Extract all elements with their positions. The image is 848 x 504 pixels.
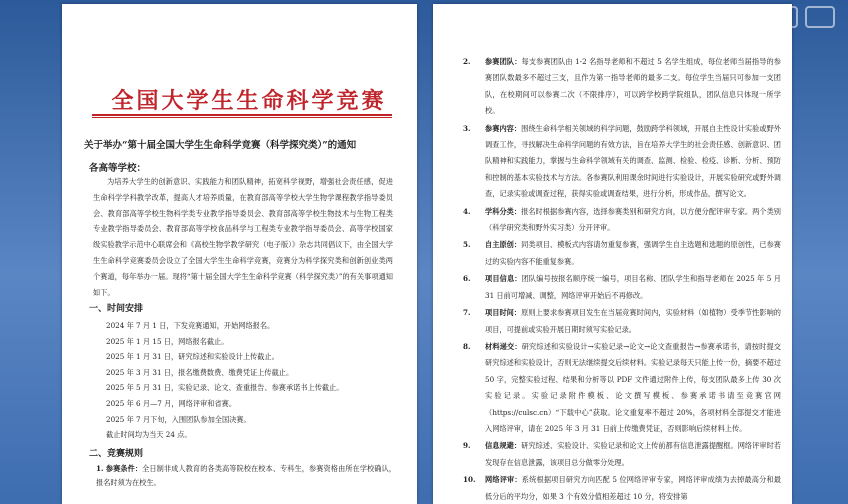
schedule-item: 2024 年 7 月 1 日，下发竞赛通知，开始网络报名。 (106, 321, 275, 330)
rule-key: 项目时间： (485, 308, 522, 318)
rule-item (463, 237, 781, 270)
rule-number: 9. (463, 441, 471, 451)
rule-number: 7. (463, 308, 471, 318)
schedule-item: 2025 年 1 月 31 日，研究综述和实验设计上传截止。 (106, 352, 279, 362)
document-page-1 (62, 4, 417, 504)
notice-title: 关于举办“第十届全国大学生生命科学竞赛（科学探究类）”的通知 (84, 140, 357, 151)
addressee: 各高等学校： (89, 163, 147, 174)
rule-item (463, 121, 781, 203)
rule-key: 学科分类： (485, 206, 522, 216)
rule-key: 材料递交： (485, 341, 522, 351)
rule-text: 围绕生命科学相关领域的科学问题，鼓励跨学科领域，开展自主性设计实验或野外调查工作，寻找解决生命科学问题的有效方法，旨在培养大学生的社会责任感、创新意识、团队精神和实践能力，掌握与生命科学领域有关的调查、监测、检验、检疫、诊断、分析、预防和控制的基本实验技术与方法。各参赛队利用课余时间进行实验设计，开展实验研究或野外调查，记录实验或调查过程，获得实验或调查结果，进行分析，形成作品，撰写论文。 (485, 123, 781, 199)
title-divider (92, 114, 392, 116)
rule-key: 项目信息： (485, 274, 522, 284)
rule-text: 每支参赛团队由 1-2 名指导老师和不超过 5 名学生组成，每位老师当届指导的参赛团队数最多不超过三支，且作为第一指导老师的最多二支。每位学生当届只可参加一支团队，在校期间可以参赛二次（不限排序），可以跨学校跨学院组队，团队信息只体现一所学校。 (485, 57, 781, 116)
schedule-item: 2025 年 6 月—7 月，网络评审和省赛。 (106, 398, 237, 408)
rule-key: 网络评审： (485, 475, 522, 485)
rule-key: 参赛条件： (105, 464, 143, 473)
schedule-item: 2025 年 5 月 31 日，实验记录、论文、查重报告、参赛承诺书上传截止。 (106, 383, 344, 393)
decor-hex-icon (805, 6, 835, 28)
rule-text: 同类项目、模板式内容请勿重复参赛，强调学生自主选题和选题的原创性，已参赛过的实验内容不能重复参赛。 (485, 240, 781, 266)
rule-key: 参赛内容： (485, 123, 522, 133)
rule-item (463, 438, 781, 471)
rule-text: 系统根据项目研究方向匹配 5 位网络评审专家，网络评审成绩为去掉最高分和最低分后的平均分，如果 3 个有效分值相差超过 10 分，将安排第 (485, 475, 781, 501)
section-heading-rules: 二、竞赛规则 (89, 449, 144, 459)
schedule-item: 截止时间均为当天 24 点。 (106, 430, 192, 440)
rule-text: 研究综述、实验设计、实验记录和论文上传前都有信息泄露提醒框。网络评审时若发现存在信息泄露，该项目总分做零分处理。 (485, 441, 781, 467)
document-page-2 (433, 4, 792, 504)
rule-item (463, 339, 781, 437)
rule-text: 研究综述和实验设计→实验记录→论文→论文查重报告→参赛承诺书，请按时提交研究综述和实验设计，否则无法继续提交后续材料。实验记录每天只能上传一份，摘要不超过 50 字，完整实验过程、结果和分析等以 PDF 文件通过附件上传，每支团队最多上传 30 次实验记录。实验记录附件模板、论文撰写模板、参赛承诺书请至竞赛官网（https://culsc.cn）“下载中心”获取。论文重复率不超过 20%，各项材料全部提交才能进入网络评审，请在 2025 年 3 月 31 日前上传缴费凭证，否则影响后续材料上传。 (485, 341, 781, 433)
schedule-list (106, 318, 396, 443)
rule-key: 信息规避： (485, 441, 522, 451)
rule-item (96, 462, 396, 489)
rule-number: 10. (463, 475, 476, 485)
rule-item (463, 472, 781, 504)
rule-key: 参赛团队： (485, 57, 522, 66)
rules-list (463, 54, 781, 504)
rule-number: 5. (463, 240, 471, 250)
rule-number: 6. (463, 274, 471, 284)
rule-number: 1. (96, 464, 104, 473)
rule-text: 团队编号按报名顺序统一编号，项目名称、团队学生和指导老师在 2025 年 5 月 31 日前可增减、调整，网络评审开始后不再修改。 (485, 274, 781, 300)
rule-item (463, 204, 781, 237)
rule-text: 全日制非成人教育的各类高等院校在校本、专科生，参赛资格由所在学校确认，报名时须为在校生。 (96, 464, 396, 487)
schedule-item: 2025 年 1 月 15 日，网络报名截止。 (106, 336, 229, 346)
rule-text: 报名时根据参赛内容，选择参赛类别和研究方向，以方便分配评审专家。两个类别（科学研究类和野外实习类）分开评审。 (485, 206, 781, 233)
schedule-item: 2025 年 7 月下旬，入围团队参加全国决赛。 (106, 414, 251, 424)
rule-number: 2. (463, 57, 471, 66)
section-heading-schedule: 一、时间安排 (89, 304, 144, 314)
rule-item (463, 305, 781, 338)
rule-number: 4. (463, 206, 471, 216)
contest-title: 全国大学生生命科学竞赛 (111, 88, 387, 114)
rule-number: 8. (463, 341, 471, 351)
intro-paragraph: 为培养大学生的创新意识、实践能力和团队精神，拓宽科学视野，增强社会责任感，促进生命科学学科教学改革，提高人才培养质量，在教育部高等学校大学生物学课程教学指导委员会、教育部高等学校生物科学类专业教学指导委员会、教育部高等学校生物技术与生物工程类专业教学指导委员会、教育部高等学校食品科学与工程类专业教学指导委员会、高等学校国家级实验教学示范中心联席会和《高校生物学教学研究（电子版）》杂志共同倡议下，由全国大学生生命科学竞赛委员会设立了全国大学生生命科学竞赛，竞赛分为科学探究类和创新创业类两个赛道，每年举办一届。现将“第十届全国大学生生命科学竞赛（科学探究类）”的有关事项通知如下。 (93, 177, 393, 297)
rule-key: 自主原创： (485, 240, 522, 250)
rule-item (463, 54, 781, 120)
rule-number: 3. (463, 123, 471, 133)
rule-text: 原则上要求参赛项目发生在当届竞赛时间内，实验材料（如植物）受季节性影响的项目，可提前或实验开展日期时须写实验记录。 (485, 308, 781, 334)
rule-item (463, 271, 781, 304)
schedule-item: 2025 年 3 月 31 日，报名缴费数费、缴费凭证上传截止。 (106, 367, 294, 377)
title-divider (92, 117, 392, 118)
